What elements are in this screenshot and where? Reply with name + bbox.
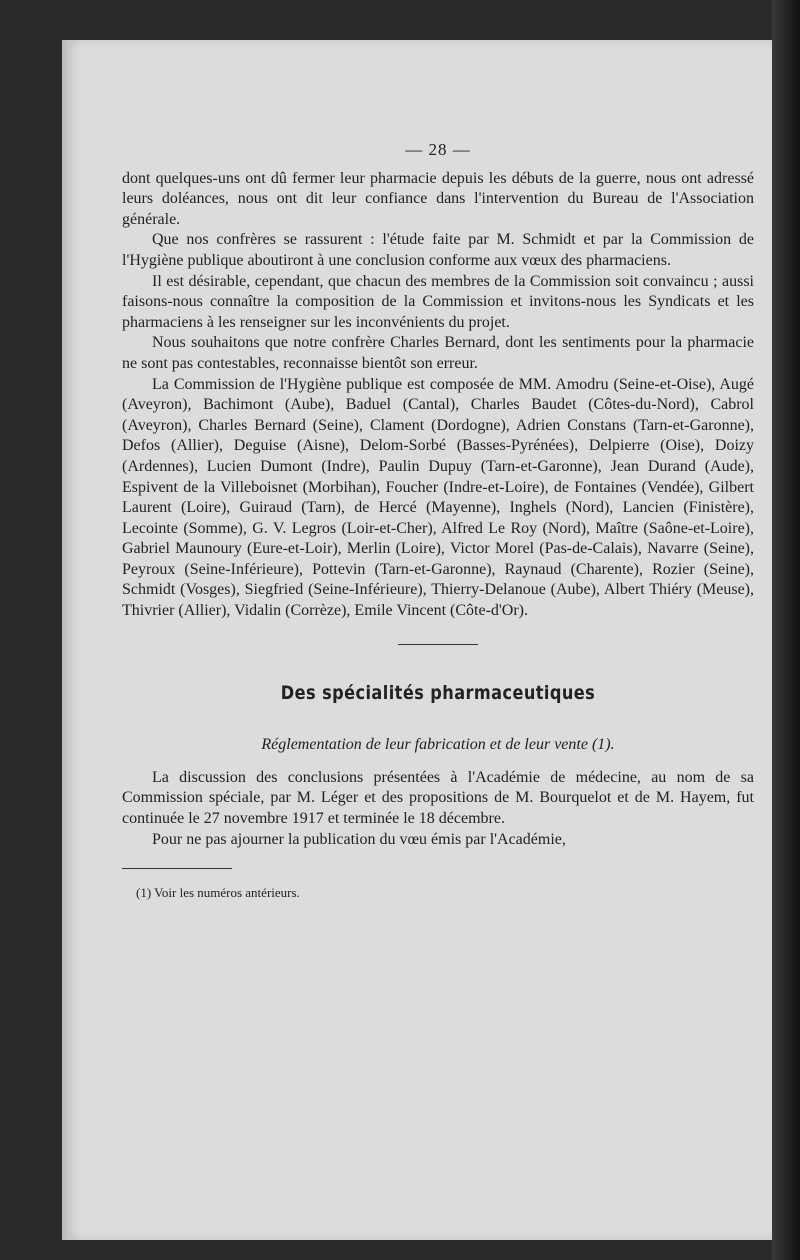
paragraph-4: Nous souhaitons que notre confrère Charles Bernard, dont les sentiments pour la pharmacie ne sont pas contestables, reconnaisse bientôt son erreur.	[122, 334, 754, 372]
paragraph-2: Que nos confrères se rassurent : l'étude faite par M. Schmidt et par la Commission de l'Hygiène publique aboutiront à une conclusion conforme aux vœux des pharmaciens.	[122, 231, 754, 269]
book-spine	[772, 0, 800, 1260]
paragraph-1: dont quelques-uns ont dû fermer leur pharmacie depuis les débuts de la guerre, nous ont adressé leurs doléances, nous ont dit leur confiance dans l'intervention du Bureau de l'Association générale.	[122, 169, 754, 228]
paragraph-3: Il est désirable, cependant, que chacun des membres de la Commission soit convaincu ; aussi faisons-nous connaître la composition de la Commission et invitons-nous les Syndicats et les pharmaciens à les renseigner sur les inconvénients du projet.	[122, 272, 754, 331]
paragraph-5: La Commission de l'Hygiène publique est composée de MM. Amodru (Seine-et-Oise), Augé (Aveyron), Bachimont (Aube), Baduel (Cantal), Charles Baudet (Côtes-du-Nord), Cabrol (Aveyron), Charles Bernard (Seine), Clament (Dordogne), Adrien Constans (Tarn-et-Garonne), Defos (Allier), Deguise (Aisne), Delom-Sorbé (Basses-Pyrénées), Delpierre (Oise), Doizy (Ardennes), Lucien Dumont (Indre), Paulin Dupuy (Tarn-et-Garonne), Jean Durand (Aude), Espivent de la Villeboisnet (Morbihan), Foucher (Indre-et-Loire), de Fontaines (Vendée), Gilbert Laurent (Loire), Guiraud (Tarn), de Hercé (Mayenne), Inghels (Nord), Lancien (Finistère), Lecointe (Somme), G. V. Legros (Loir-et-Cher), Alfred Le Roy (Nord), Maître (Saône-et-Loire), Gabriel Maunoury (Eure-et-Loir), Merlin (Loire), Victor Morel (Pas-de-Calais), Navarre (Seine), Peyroux (Seine-Inférieure), Pottevin (Tarn-et-Garonne), Raynaud (Charente), Rozier (Seine), Schmidt (Vosges), Siegfried (Seine-Inférieure), Thierry-Delanoue (Aube), Albert Thiéry (Meuse), Thivrier (Allier), Vidalin (Corrèze), Emile Vincent (Côte-d'Or).	[122, 375, 754, 620]
page-number: — 28 —	[405, 140, 471, 159]
paragraph-6: La discussion des conclusions présentées à l'Académie de médecine, au nom de sa Commission spéciale, par M. Léger et des propositions de M. Bourquelot et de M. Hayem, fut continuée le 27 novembre 1917 et terminée le 18 décembre.	[122, 768, 754, 828]
paragraph-7: Pour ne pas ajourner la publication du vœu émis par l'Académie,	[152, 830, 566, 848]
footnote: (1) Voir les numéros antérieurs.	[136, 885, 300, 901]
section-separator	[398, 644, 478, 645]
footnote-rule	[122, 868, 232, 869]
page-content	[122, 140, 754, 904]
section-title: Des spécialités pharmaceutiques	[280, 681, 596, 704]
section-subtitle: Réglementation de leur fabrication et de leur vente (1).	[261, 736, 615, 754]
